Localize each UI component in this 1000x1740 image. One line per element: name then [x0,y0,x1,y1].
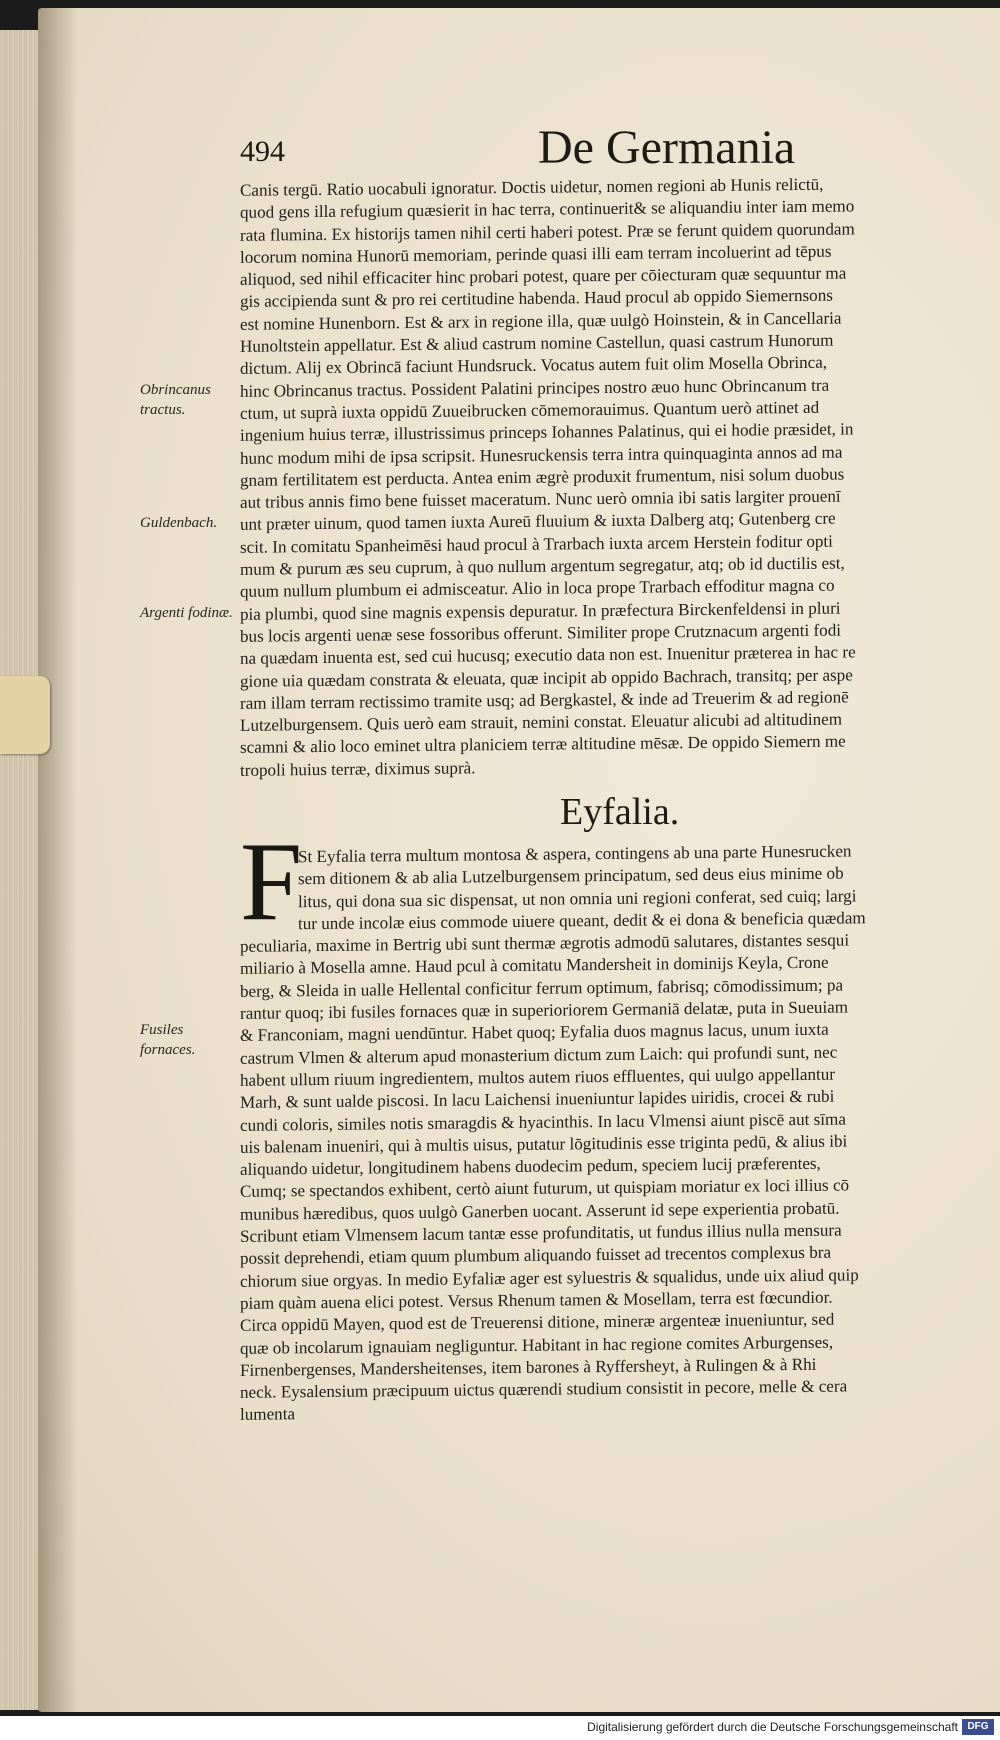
text-line: ingenium huius terræ, illustrissimus princeps Iohannes Palatinus, qui ei hodie præsidet, in [240,419,854,446]
text-line: est nomine Hunenborn. Est & arx in regione illa, quæ uulgò Hoinstein, & in Cancellaria [240,308,842,334]
text-line: litus, qui dona sua sic dispensat, ut non omnia uni regioni conferat, sed cuiq; largi [298,885,857,911]
text-line: mum & purum æs seu cuprum, à quo nullum argentum segregatur, atq; ob id ductilis est, [240,553,845,579]
text-line: Marh, & sunt ualde piscosi. In lacu Laichensi inueniuntur lapides uiridis, crocei & rubi [240,1086,835,1113]
text-line: Hunoltstein appellatur. Est & aliud castrum nomine Castellun, quasi castrum Hunorum [240,330,834,356]
drop-cap: F [240,820,303,944]
text-line: castrum Vlmen & alterum apud monasterium dictum zum Laich: qui profundi sunt, nec [240,1042,838,1068]
text-line: hinc Obrincanus tractus. Possident Palatini principes nostro æuo hunc Obrincanum tra [240,375,830,401]
text-line: chiorum siue orgyas. In medio Eyfaliæ ager est syluestris & squalidus, unde uix aliud quip [240,1264,859,1291]
section-heading: Eyfalia. [560,791,680,833]
eyfalia-text-block [240,843,972,1423]
marginal-note: Guldenbach. [140,515,218,531]
text-line: ram illam terram rectissimo tramite usq; ad Bergkastel, & inde ad Treuerim & ad regionē [240,687,849,713]
text-line: hunc modum mihi de ipsa scripsit. Hunesruckensis terra intra quinquaginta annos ad ma [240,442,843,468]
text-line: pia plumbi, quod sine magnis expensis depuratur. In præfectura Birckenfeldensi in pluri [240,598,841,624]
text-line: Cumq; se spectandos exhibent, certò aiunt futurum, ut quispiam moriatur ex loci illius cō [240,1175,850,1202]
text-line: lumenta [240,1404,296,1425]
text-line: quæ ob incolarum ignauiam negliguntur. Habitant in hac regione comites Arburgenses, [240,1332,834,1358]
text-line: locorum nomina Hunorū memoriam, perinde quasi illi eam terram incoluerint ad tēpus [240,241,832,267]
text-line: ctum, ut suprà iuxta oppidū Zuueibrucken cōmemorauimus. Quantum uerò attinet ad [240,397,820,423]
text-line: quum nullum plumbum ei admisceatur. Alio in loca prope Trarbach effoditur magna co [240,575,835,602]
page-number: 494 [240,135,285,168]
text-line: aut tribus annis fimo bene fuisset maceratum. Nunc uerò omnia ibi satis largiter prouenī [240,486,841,512]
text-line: scamni & alio loco eminet ultra planiciem terræ altitudine mēsæ. De oppido Siemern me [240,731,846,758]
text-line: dictum. Alij ex Obrincā faciunt Hundsruck. Vocatus autem fuit olim Mosella Obrinca, [240,353,828,379]
text-line: possit deprehendi, etiam quum plumbum aliquando fuisset ad trecentos complexus bra [240,1242,832,1269]
text-line: berg, & Sleida in ualle Hellental conficitur ferrum optimum, fabrisq; cōmodissimum; pa [240,975,844,1001]
footer-credit: Digitalisierung gefördert durch die Deutsche Forschungsgemeinschaft [587,1720,958,1734]
text-line: Firnenbergenses, Mandersheitenses, item barones à Ryffersheyt, à Rulingen & à Rhi [240,1354,817,1380]
text-line: piam quàm auena elici potest. Versus Rhenum tamen & Mosellam, terra est fœcundior. [240,1287,833,1313]
text-line: rantur quoq; ibi fusiles fornaces quæ in superioriorem Germaniā delatæ, puta in Sueuiam [240,997,849,1023]
footer-bar [0,1716,1000,1740]
text-line: gione uia quædam constrata & eleuata, quæ incipit ab oppido Bachrach, transitq; per aspe [240,664,853,691]
text-line: habent ullum riuum ingredientem, multos autem riuos effluentes, qui uulgo appellantur [240,1064,835,1090]
text-line: cundi coloris, similes notis smaragdis & hyacinthis. In lacu Vlmensi aiunt piscē aut sīma [240,1109,846,1135]
text-line: gis accipienda sunt & pro rei certitudine habenda. Haud procul ab oppido Siemernsons [240,286,833,312]
text-line: rata flumina. Ex historijs tamen nihil certi haberi potest. Præ se ferunt quidem quorundam [240,218,855,245]
text-line: gnam fertilitatem est perducta. Antea enim ægrè produxit frumentum, nisi solum duobus [240,464,845,490]
text-line: aliquod, sed nihil efficaciter hinc probari potest, quare per cōiecturam quæ sequuntur ma [240,263,847,290]
text-line: aliquando uidetur, longitudinem habens duodecim pedum, speciem lucij præferentes, [240,1153,821,1179]
marginal-note: Argenti fodinæ. [140,605,233,621]
text-line: & Franconiam, magni uendūntur. Habet quoq; Eyfalia duos magnus lacus, unum iuxta [240,1020,829,1046]
gutter-shadow [38,8,78,1712]
text-line: tropoli huius terræ, diximus suprà. [240,758,476,780]
text-line: Canis tergū. Ratio uocabuli ignoratur. Doctis uidetur, nomen regioni ab Hunis relictū, [240,174,824,200]
text-line: St Eyfalia terra multum montosa & aspera, contingens ab una parte Hunesrucken [298,841,852,867]
marginal-note: Fusiles fornaces. [140,1022,196,1058]
bookmark-tab [0,676,50,754]
text-line: sem ditionem & ab alia Lutzelburgensem principatum, sed deus eius minime ob [298,863,844,889]
germania-text-block [240,176,972,778]
text-line: Scribunt etiam Vlmensem lacum tantæ esse profunditatis, ut fundus illius nulla mensura [240,1220,842,1246]
text-line: uis balenam inueniri, qui à multis uisus, putatur lōgitudinis esse triginta pedū, & alius ibi [240,1131,848,1157]
text-line: munibus hæredibus, quos uulgò Ganerben uocant. Asserunt id sepe experientia probatū. [240,1198,840,1224]
text-line: Circa oppidū Mayen, quod est de Treuerensi ditione, mineræ argenteæ inueniuntur, sed [240,1309,835,1336]
book-edge [0,30,39,1710]
text-line: peculiaria, maxime in Bertrig ubi sunt thermæ ægrotis admodū salutares, distantes sesqui [240,930,850,957]
text-line: bus locis argenti uenæ sese fossoribus offerunt. Similiter prope Crutznacum argenti fodi [240,620,842,646]
text-line: scit. In comitatu Spanheimēsi haud procul à Trarbach iuxta arcem Herstein foditur opti [240,531,833,557]
text-line: unt præter uinum, quod tamen iuxta Aureū fluuium & iuxta Dalberg atq; Gutenberg cre [240,509,836,535]
text-line: miliario à Mosella amne. Haud pcul à comitatu Mandersheit in dominijs Keyla, Crone [240,953,829,979]
text-line: neck. Eysalensium præcipuum uictus quærendi studium consistit in pecore, melle & cera [240,1376,848,1402]
text-line: tur unde incolæ eius commode uiuere queant, dedit & ei dona & beneficia quædam [298,908,866,934]
marginal-note: Obrincanus tractus. [140,382,211,418]
dfg-logo: DFG [962,1719,994,1735]
text-line: quod gens illa refugium quæsierit in hac terra, continuerit& se aliquandiu inter iam memo [240,196,855,223]
text-line: Lutzelburgensem. Quis uerò eam strauit, nemini constat. Eleuatur alicubi ad altitudinem [240,709,843,735]
page-title: De Germania [538,121,796,174]
text-line: na quædam inuenta est, sed cui hucusq; executio data non est. Inuenitur præterea in hac re [240,642,856,669]
